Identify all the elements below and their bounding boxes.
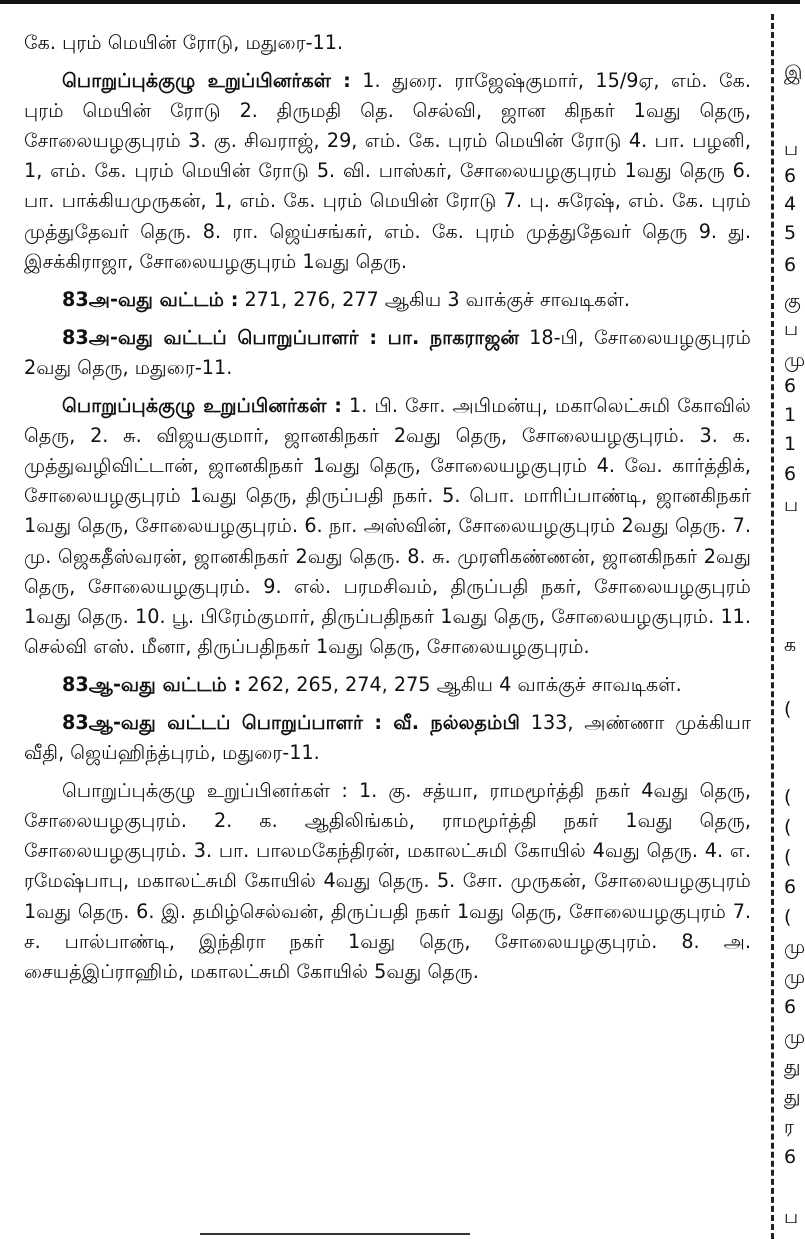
paragraph-ward-83a: 83அ-வது வட்டம் : 271, 276, 277 ஆகிய 3 வாக்குச் சாவடிகள். (62, 287, 630, 311)
right-column-fragment: க (784, 634, 797, 656)
article-column (24, 28, 751, 995)
right-column-fragment: 6 (784, 1146, 797, 1168)
top-border (0, 0, 800, 4)
right-column-fragment: மு (784, 966, 805, 988)
right-column-fragment: ( (784, 816, 792, 838)
right-column-fragment: 6 (784, 375, 797, 397)
heading-committee-members: பொறுப்புக்குழு உறுப்பினர்கள் : (62, 69, 351, 93)
paragraph-ward-83a-incharge: 83அ-வது வட்டப் பொறுப்பாளர் : பா. நாகராஜன் 18-பி, சோலையழகுபுரம் 2வது தெரு, மதுரை-11. (24, 325, 751, 379)
right-column-fragment: 6 (784, 876, 797, 898)
column-divider (771, 14, 774, 1239)
paragraph-ward-83aa-incharge: 83ஆ-வது வட்டப் பொறுப்பாளர் : வீ. நல்லதம்பி 133, அண்ணா முக்கியா வீதி, ஜெய்ஹிந்த்புரம், மதுரை-11. (24, 710, 751, 765)
right-column-fragment: 6 (784, 165, 797, 187)
right-column-fragment: கு (784, 290, 801, 312)
right-column-fragment: ப (784, 1206, 799, 1228)
right-column-fragment: ப (784, 494, 799, 516)
heading-committee-members: பொறுப்புக்குழு உறுப்பினர்கள் : (62, 394, 342, 418)
right-column-fragment: ப (784, 318, 799, 340)
right-column-fragment: 5 (784, 222, 797, 244)
heading-ward-83a: 83அ-வது வட்டம் : (62, 287, 239, 311)
paragraph-committee-members-1: பொறுப்புக்குழு உறுப்பினர்கள் : 1. துரை. ராஜேஷ்குமார், 15/9ஏ, எம். கே. புரம் மெயின் ரோடு 2. திருமதி தெ. செல்வி, ஜான கிநகர் 1வது தெரு, சோலையழகுபுரம் 3. கு. சிவராஜ், 29, எம். கே. புரம் மெயின் ரோடு 4. பா. பழனி, 1, எம். கே. புரம் மெயின் ரோடு 5. வி. பாஸ்கர், சோலையழகுபுரம் 1வது தெரு 6. பா. பாக்கியமுருகன், 1, எம். கே. புரம் மெயின் ரோடு 7. பு. சுரேஷ், எம். கே. புரம் முத்துதேவர் தெரு. 8. ரா. ஜெய்சங்கர், எம். கே. புரம் முத்துதேவர் தெரு 9. து. இசக்கிராஜா, சோலையழகுபுரம் 1வது தெரு. (24, 69, 751, 273)
paragraph-ward-83aa: 83ஆ-வது வட்டம் : 262, 265, 274, 275 ஆகிய 4 வாக்குச் சாவடிகள். (62, 672, 682, 696)
right-column-fragment: ( (784, 698, 792, 720)
right-column-fragment: து (784, 1056, 801, 1078)
right-column-fragment: 1 (784, 433, 797, 455)
bottom-rule (200, 1233, 470, 1235)
heading-ward-83aa-incharge: 83ஆ-வது வட்டப் பொறுப்பாளர் : வீ. நல்லதம்பி (62, 710, 520, 734)
paragraph-committee-members-2: பொறுப்புக்குழு உறுப்பினர்கள் : 1. பி. சோ. அபிமன்யு, மகாலெட்சுமி கோவில் தெரு, 2. சு. விஜயகுமார், ஜானகிநகர் 2வது தெரு, சோலையழகுபுரம். 3. க. முத்துவழிவிட்டான், ஜானகிநகர் 1வது தெரு, சோலையழகுபுரம் 4. வே. கார்த்திக், சோலையழகுபுரம் 1வது தெரு, திருப்பதி நகர். 5. பொ. மாரிப்பாண்டி, ஜானகிநகர் 1வது தெரு, சோலையழகுபுரம். 6. நா. அஸ்வின், சோலையழகுபுரம் 2வது தெரு. 7. மு. ஜெகதீஸ்வரன், ஜானகிநகர் 2வது தெரு. 8. சு. முரளிகண்ணன், ஜானகிநகர் 2வது தெரு, சோலையழகுபுரம். 9. எல். பரமசிவம், திருப்பதி நகர், சோலையழகுபுரம் 1வது தெரு. 10. பூ. பிரேம்குமார், திருப்பதிநகர் 1வது தெரு, சோலையழகுபுரம். 11. செல்வி எஸ். மீனா, திருப்பதிநகர் 1வது தெரு, சோலையழகுபுரம். (24, 394, 751, 658)
adjacent-column-fragment (780, 0, 805, 1239)
right-column-fragment: ர (784, 1116, 794, 1138)
right-column-fragment: 1 (784, 404, 797, 426)
right-column-fragment: 4 (784, 193, 797, 215)
right-column-fragment: 6 (784, 996, 797, 1018)
right-column-fragment: ( (784, 786, 792, 808)
right-column-fragment: ப (784, 138, 799, 160)
heading-ward-83a-incharge: 83அ-வது வட்டப் பொறுப்பாளர் : பா. நாகராஜன் (62, 325, 520, 349)
right-column-fragment: மு (784, 1026, 805, 1048)
right-column-fragment: ( (784, 846, 792, 868)
paragraph-address-tail: கே. புரம் மெயின் ரோடு, மதுரை-11. (24, 31, 344, 54)
right-column-fragment: 6 (784, 463, 797, 485)
right-column-fragment: 6 (784, 254, 797, 276)
right-column-fragment: இ (784, 62, 803, 84)
right-column-fragment: து (784, 1086, 801, 1108)
right-column-fragment: மு (784, 936, 805, 958)
heading-ward-83aa: 83ஆ-வது வட்டம் : (62, 672, 242, 696)
paragraph-committee-members-3: பொறுப்புக்குழு உறுப்பினர்கள் : 1. கு. சத்யா, ராமமூர்த்தி நகர் 4வது தெரு, சோலையழகுபுரம். 2. க. ஆதிலிங்கம், ராமமூர்த்தி நகர் 1வது தெரு, சோலையழகுபுரம். 3. பா. பாலமகேந்திரன், மகாலட்சுமி கோயில் 4வது தெரு. 4. எ. ரமேஷ்பாபு, மகாலட்சுமி கோயில் 4வது தெரு. 5. சோ. முருகன், சோலையழகுபுரம் 1வது தெரு. 6. இ. தமிழ்செல்வன், திருப்பதி நகர் 1வது தெரு, சோலையழகுபுரம் 7. ச. பால்பாண்டி, இந்திரா நகர் 1வது தெரு, சோலையழகுபுரம். 8. அ. சையத்இப்ராஹிம், மகாலட்சுமி கோயில் 5வது தெரு. (24, 779, 751, 983)
right-column-fragment: மு (784, 349, 805, 371)
right-column-fragment: ( (784, 906, 792, 928)
